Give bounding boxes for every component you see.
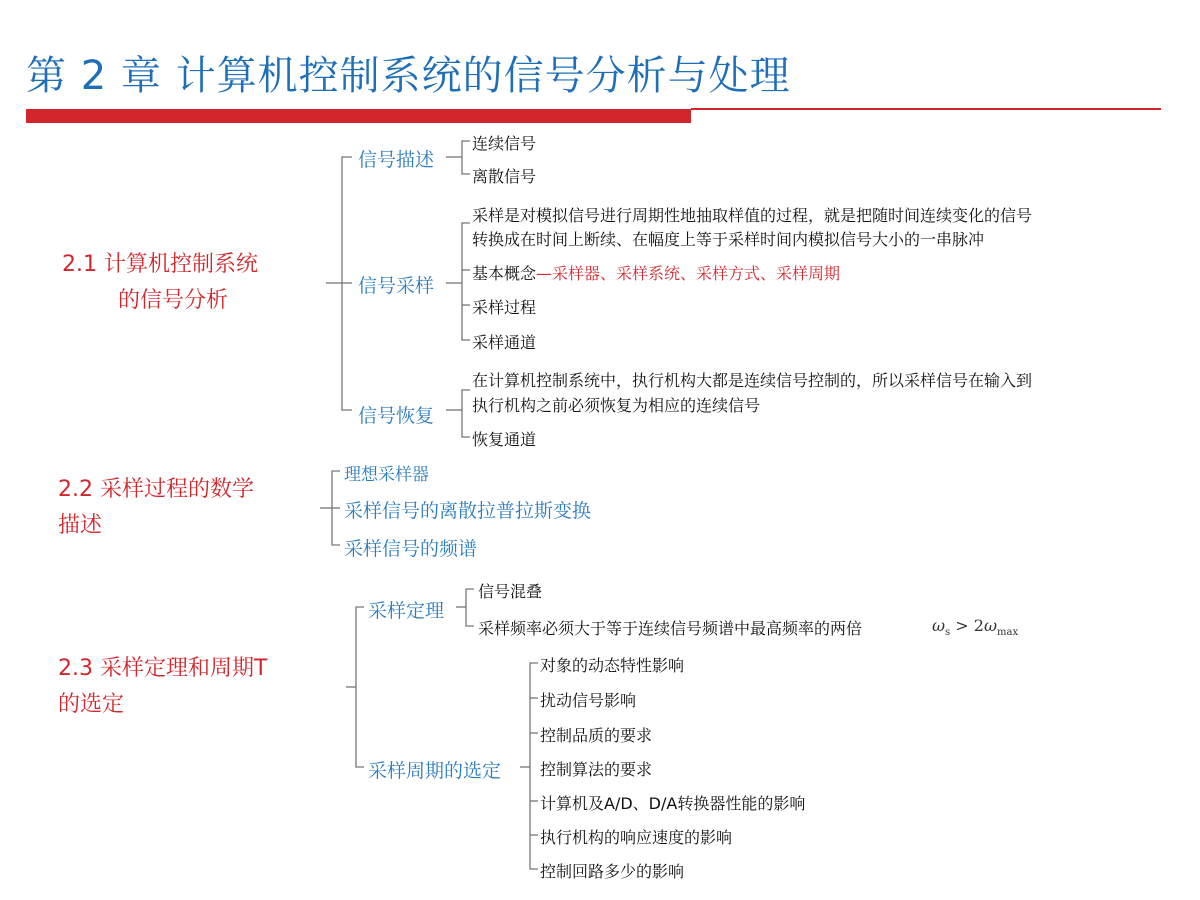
sampled-signal-spectrum: 采样信号的频谱 — [344, 538, 478, 560]
signal-description-label: 信号描述 — [358, 149, 435, 171]
formula-omega-s: ω — [932, 616, 946, 635]
sampling-condition: 采样频率必须大于等于连续信号频谱中最高频率的两倍 — [478, 619, 863, 638]
period-factor-2: 扰动信号影响 — [540, 691, 637, 710]
recovery-text-line2: 执行机构之前必须恢复为相应的连续信号 — [472, 396, 761, 415]
signal-sampling-label: 信号采样 — [358, 275, 435, 297]
section-2-3-label-line1: 2.3 采样定理和周期T — [58, 656, 268, 681]
period-factor-1: 对象的动态特性影响 — [540, 656, 685, 675]
period-factor-3: 控制品质的要求 — [540, 726, 653, 745]
section-2-1-label-line1: 2.1 计算机控制系统 — [62, 252, 258, 277]
sampling-period-selection-label: 采样周期的选定 — [368, 760, 502, 782]
section-2-2-label-line1: 2.2 采样过程的数学 — [58, 477, 254, 502]
formula-sub-max: max — [997, 627, 1019, 639]
recovery-text-line1: 在计算机控制系统中，执行机构大都是连续信号控制的，所以采样信号在输入到 — [472, 371, 1033, 390]
period-factor-7: 控制回路多少的影响 — [540, 862, 685, 881]
period-factor-4: 控制算法的要求 — [540, 760, 653, 779]
formula-omega-max: ω — [983, 616, 997, 635]
sampling-theorem-label: 采样定理 — [368, 600, 445, 622]
basic-concepts — [472, 261, 840, 284]
recovery-channel: 恢复通道 — [472, 430, 537, 449]
section-2-3-label-line2: 的选定 — [58, 692, 125, 717]
period-factor-5: 计算机及A/D、D/A转换器性能的影响 — [540, 794, 806, 813]
discrete-signal: 离散信号 — [472, 167, 537, 186]
period-factor-6: 执行机构的响应速度的影响 — [540, 828, 733, 847]
discrete-laplace-transform: 采样信号的离散拉普拉斯变换 — [344, 500, 592, 522]
signal-aliasing: 信号混叠 — [478, 582, 543, 601]
section-2-2-label-line2: 描述 — [58, 513, 103, 538]
section-2-1-label-line2: 的信号分析 — [118, 288, 229, 313]
sampling-definition-line1: 采样是对模拟信号进行周期性地抽取样值的过程，就是把随时间连续变化的信号 — [472, 206, 1033, 225]
continuous-signal: 连续信号 — [472, 134, 537, 153]
sampling-process: 采样过程 — [472, 298, 537, 317]
nyquist-formula — [932, 616, 1018, 638]
sampling-channel: 采样通道 — [472, 333, 537, 352]
sampling-definition-line2: 转换成在时间上断续、在幅度上等于采样时间内模拟信号大小的一串脉冲 — [472, 230, 985, 249]
formula-operator: > 2 — [950, 616, 984, 635]
basic-concepts-prefix: 基本概念 — [472, 264, 537, 283]
basic-concepts-items: —采样器、采样系统、采样方式、采样周期 — [536, 264, 841, 283]
formula-sub-s: s — [945, 627, 951, 639]
signal-recovery-label: 信号恢复 — [358, 405, 435, 427]
ideal-sampler: 理想采样器 — [344, 465, 429, 485]
page-title: 第 2 章 计算机控制系统的信号分析与处理 — [26, 53, 791, 99]
